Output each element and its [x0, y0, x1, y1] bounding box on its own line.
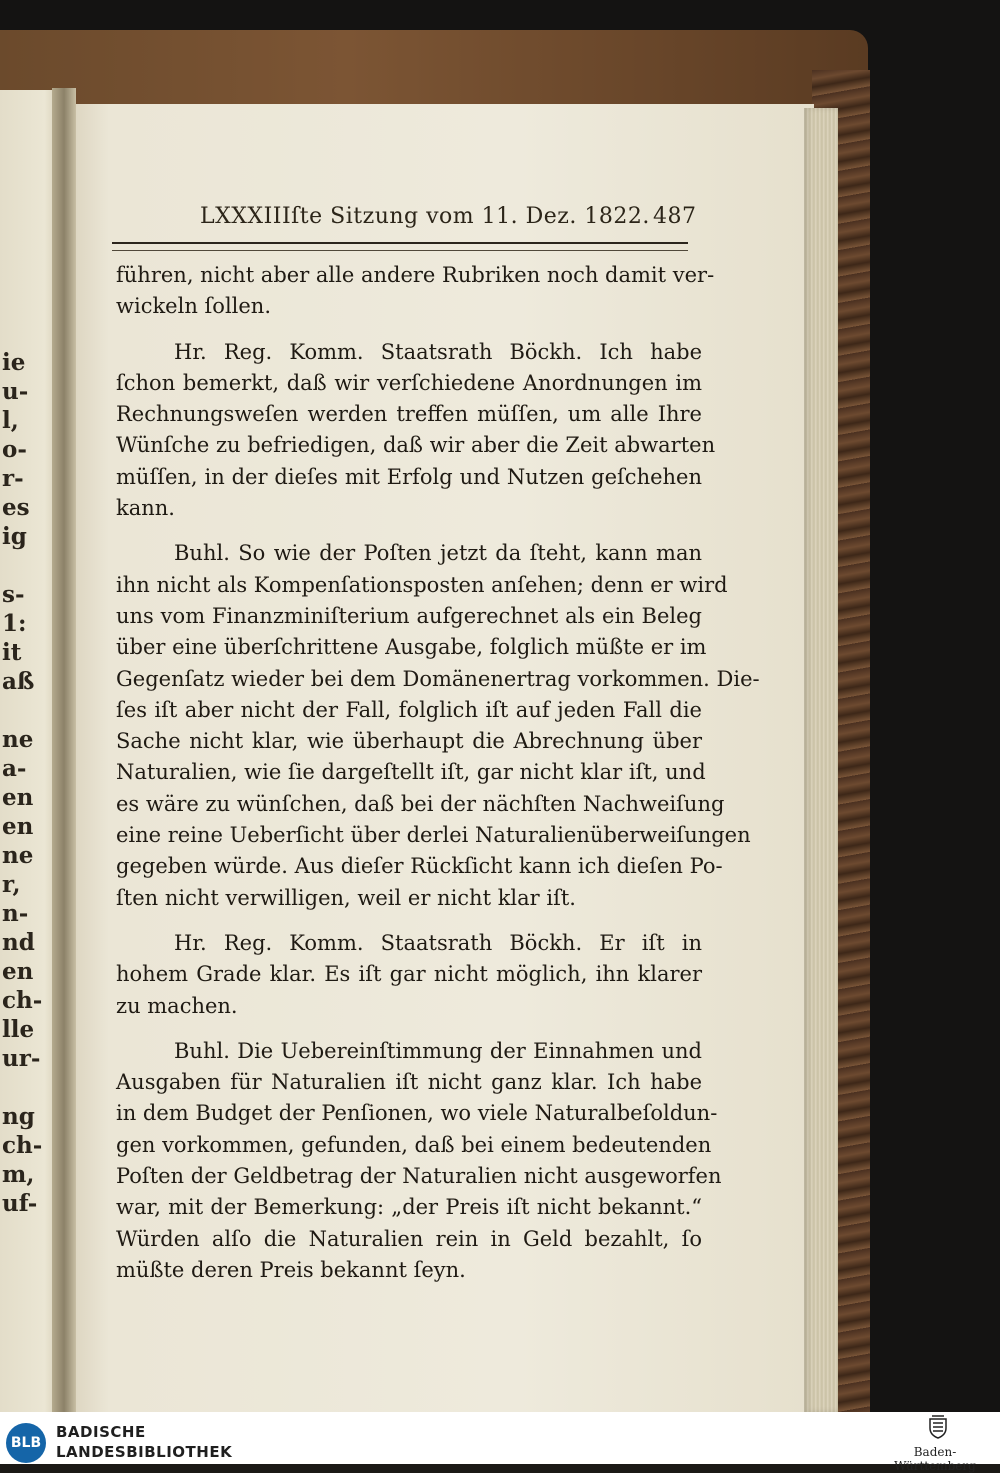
head-rule: [112, 242, 688, 244]
text-line: müßte deren Preis bekannt ſeyn.: [116, 1257, 466, 1282]
text-line: müſſen, in der dieſes mit Erfolg und Nutzen geſchehen: [116, 464, 702, 489]
text-line: zu machen.: [116, 993, 238, 1018]
left-fragment: 1:: [2, 610, 27, 637]
text-line: wickeln ſollen.: [116, 294, 271, 319]
left-fragment: en: [2, 813, 34, 840]
left-fragment: ne: [2, 726, 34, 753]
text-line: Hr. Reg. Komm. Staatsrath Böckh. Er iſt in: [174, 930, 702, 955]
left-fragment: ch-: [2, 987, 43, 1014]
left-fragment: [2, 1073, 32, 1102]
text-line: über eine überſchrittene Ausgabe, folglich müßte er im: [116, 635, 707, 660]
coat-of-arms-icon: [928, 1415, 948, 1439]
left-fragment: ig: [2, 523, 27, 550]
text-line: Gegenſatz wieder bei dem Domänenertrag vorkommen. Die-: [116, 666, 760, 691]
left-fragment: uf-: [2, 1190, 38, 1217]
left-fragment: en: [2, 958, 34, 985]
text-line: ihn nicht als Kompenſationsposten anſehen; denn er wird: [116, 572, 728, 597]
text-line: ſes iſt aber nicht der Fall, folglich iſt auf jeden Fall die: [116, 697, 702, 722]
text-line: Sache nicht klar, wie überhaupt die Abrechnung über: [116, 729, 702, 754]
text-line: ſchon bemerkt, daß wir verſchiedene Anordnungen im: [116, 370, 702, 395]
text-line: führen, nicht aber alle andere Rubriken noch damit ver-: [116, 263, 715, 287]
text-line: Buhl. Die Uebereinſtimmung der Einnahmen und: [174, 1038, 702, 1063]
state-label: Baden-Württemberg: [894, 1445, 976, 1473]
text-line: hohem Grade klar. Es iſt gar nicht möglich, ihn klarer: [116, 962, 702, 987]
left-fragment: ng: [2, 1103, 35, 1130]
left-fragment: nd: [2, 929, 35, 956]
text-line: Naturalien, wie ſie dargeſtellt iſt, gar nicht klar iſt, und: [116, 760, 706, 785]
head-rule-thin: [112, 250, 688, 251]
library-name[interactable]: [56, 1422, 232, 1462]
left-fragment: aß: [2, 668, 35, 695]
left-fragment: r,: [2, 871, 21, 898]
text-line: in dem Budget der Penſionen, wo viele Naturalbeſoldun-: [116, 1101, 718, 1126]
left-fragment: ch-: [2, 1132, 43, 1159]
paragraph: [116, 337, 716, 525]
left-fragment: m,: [2, 1161, 35, 1188]
paragraph: [116, 1036, 722, 1286]
left-fragment: l,: [2, 407, 19, 434]
left-fragment: s-: [2, 581, 25, 608]
text-line: Wünſche zu befriedigen, daß wir aber die Zeit abwarten: [116, 433, 716, 458]
left-fragment: [2, 551, 32, 580]
page-fore-edge: [804, 108, 838, 1412]
left-fragment: [2, 696, 32, 725]
left-fragment: n-: [2, 900, 29, 927]
left-fragment: it: [2, 639, 22, 666]
library-name-line2: LANDESBIBLIOTHEK: [56, 1443, 233, 1461]
paragraph: [116, 538, 760, 914]
text-line: Würden alſo die Naturalien rein in Geld bezahlt, ſo: [116, 1226, 702, 1251]
library-name-line1: BADISCHE: [56, 1423, 146, 1441]
text-line: Buhl. So wie der Poſten jetzt da ſteht, kann man: [174, 541, 702, 566]
left-fragment: a-: [2, 755, 27, 782]
text-line: eine reine Ueberſicht über derlei Naturalienüberweiſungen: [116, 823, 751, 848]
running-head: [200, 200, 700, 236]
text-line: gen vorkommen, gefunden, daß bei einem bedeutenden: [116, 1132, 712, 1157]
text-line: war, mit der Bemerkung: „der Preis iſt nicht bekannt.“: [116, 1195, 702, 1220]
text-line: ſten nicht verwilligen, weil er nicht klar iſt.: [116, 885, 576, 910]
text-line: Poſten der Geldbetrag der Naturalien nicht ausgeworfen: [116, 1164, 722, 1189]
page-number: 487: [653, 204, 697, 229]
text-line: Hr. Reg. Komm. Staatsrath Böckh. Ich habe: [174, 339, 702, 364]
text-line: Rechnungsweſen werden treffen müſſen, um alle Ihre: [116, 402, 702, 427]
running-head-title: LXXXIIIſte Sitzung vom 11. Dez. 1822.: [200, 204, 650, 229]
text-line: uns vom Finanzminiſterium aufgerechnet als ein Beleg: [116, 603, 702, 628]
text-line: kann.: [116, 496, 175, 521]
viewer-footer: [0, 1412, 1000, 1473]
paragraph: [116, 260, 715, 323]
text-line: es wäre zu wünſchen, daß bei der nächſten Nachweiſung: [116, 791, 725, 816]
book-gutter: [52, 88, 76, 1412]
left-fragment: u-: [2, 378, 29, 405]
left-fragment: lle: [2, 1016, 35, 1043]
left-fragment: ur-: [2, 1045, 41, 1072]
page-body-text: [116, 260, 760, 1300]
left-fragment: ie: [2, 349, 26, 376]
left-fragment: es: [2, 494, 30, 521]
blb-logo[interactable]: BLB: [6, 1423, 46, 1463]
left-page-text-fragments: [2, 348, 43, 1218]
paragraph: [116, 928, 702, 1022]
left-fragment: ne: [2, 842, 34, 869]
left-fragment: r-: [2, 465, 24, 492]
text-line: Ausgaben für Naturalien iſt nicht ganz klar. Ich habe: [116, 1070, 702, 1095]
left-fragment: en: [2, 784, 34, 811]
text-line: gegeben würde. Aus dieſer Rückſicht kann ich dieſen Po-: [116, 854, 723, 879]
left-fragment: o-: [2, 436, 27, 463]
